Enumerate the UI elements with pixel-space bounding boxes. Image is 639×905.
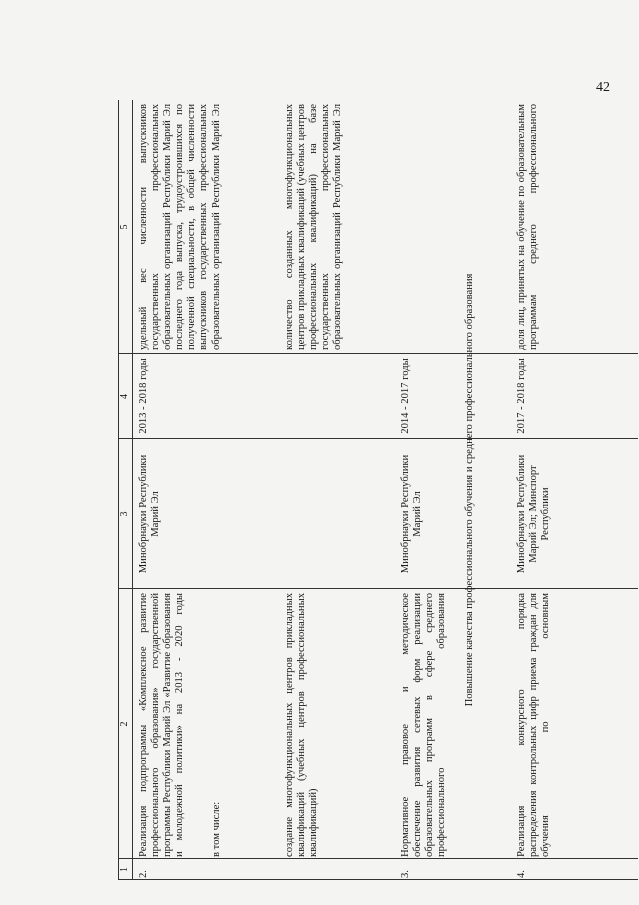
- row-3-measure-line1: Нормативное правовое и методическое: [400, 593, 411, 857]
- table: [118, 100, 638, 880]
- row-4-executor: Минобрнауки Республики Марий Эл; Минспорт Республики: [516, 454, 552, 574]
- row-3-number: 3.: [400, 870, 411, 878]
- row-2-measure: Реализация подпрограммы «Комплексное развитие профессионального образования» государственной программы Республики Марий Эл «Развитие образования и молодежной политики» на 2013 - 2020 годы: [138, 593, 186, 857]
- row-3-measure: обеспечение развития сетевых форм реализации образовательных программ в сфере среднего профессионального образования: [412, 593, 448, 857]
- row-2-number: 2.: [138, 870, 149, 878]
- row-2-period: 2013 - 2018 годы: [138, 358, 149, 434]
- header-col-1: 1: [119, 867, 130, 872]
- header-col-5: 5: [119, 224, 130, 230]
- page-number: 42: [596, 80, 610, 95]
- header-col-3: 3: [119, 511, 130, 517]
- col-border: [118, 438, 638, 439]
- header-col-2: 2: [119, 721, 130, 727]
- row-4-measure: распределения контрольных цифр приема граждан для обучения по основным: [528, 593, 552, 857]
- col-border: [118, 858, 638, 859]
- row-2-sub-indicator: количество созданных многофункциональных центров прикладных квалификаций (учебных центров профессиональных квалификаций) на базе государственных профессиональных образовательных организаций Республики Марий Эл: [284, 104, 344, 350]
- row-2-executor: Минобрнауки Республики Марий Эл: [138, 454, 162, 574]
- row-4-number: 4.: [516, 870, 527, 878]
- row-2-including: в том числе:: [211, 801, 222, 857]
- row-3-period: 2014 - 2017 годы: [400, 358, 411, 434]
- row-2-indicator: удельный вес численности выпускников государственных профессиональных образовательных организаций Республики Марий Эл последнего года выпуска, трудоустроившихся по полученной специальности, в общей численности выпускников государственных профессиональных образовательных организаций Республики Марий Эл: [138, 104, 222, 350]
- row-4-measure-line1: Реализация конкурсного порядка: [516, 593, 527, 857]
- header-col-4: 4: [119, 394, 130, 399]
- section-title: Повышение качества профессионального обучения и среднего профессионального образования: [464, 273, 475, 707]
- header-bottom-border: [132, 100, 133, 880]
- col-border: [118, 879, 638, 880]
- col-border: [118, 588, 638, 589]
- row-2-sub-measure: создание многофункциональных центров прикладных квалификаций (учебных центров профессиональных квалификаций): [284, 593, 320, 857]
- row-3-executor: Минобрнауки Республики Марий Эл: [400, 454, 424, 574]
- row-4-indicator: доля лиц, принятых на обучение по образовательным программам среднего профессионального: [516, 104, 540, 350]
- col-border: [118, 353, 638, 354]
- row-4-period: 2017 - 2018 годы: [516, 358, 527, 434]
